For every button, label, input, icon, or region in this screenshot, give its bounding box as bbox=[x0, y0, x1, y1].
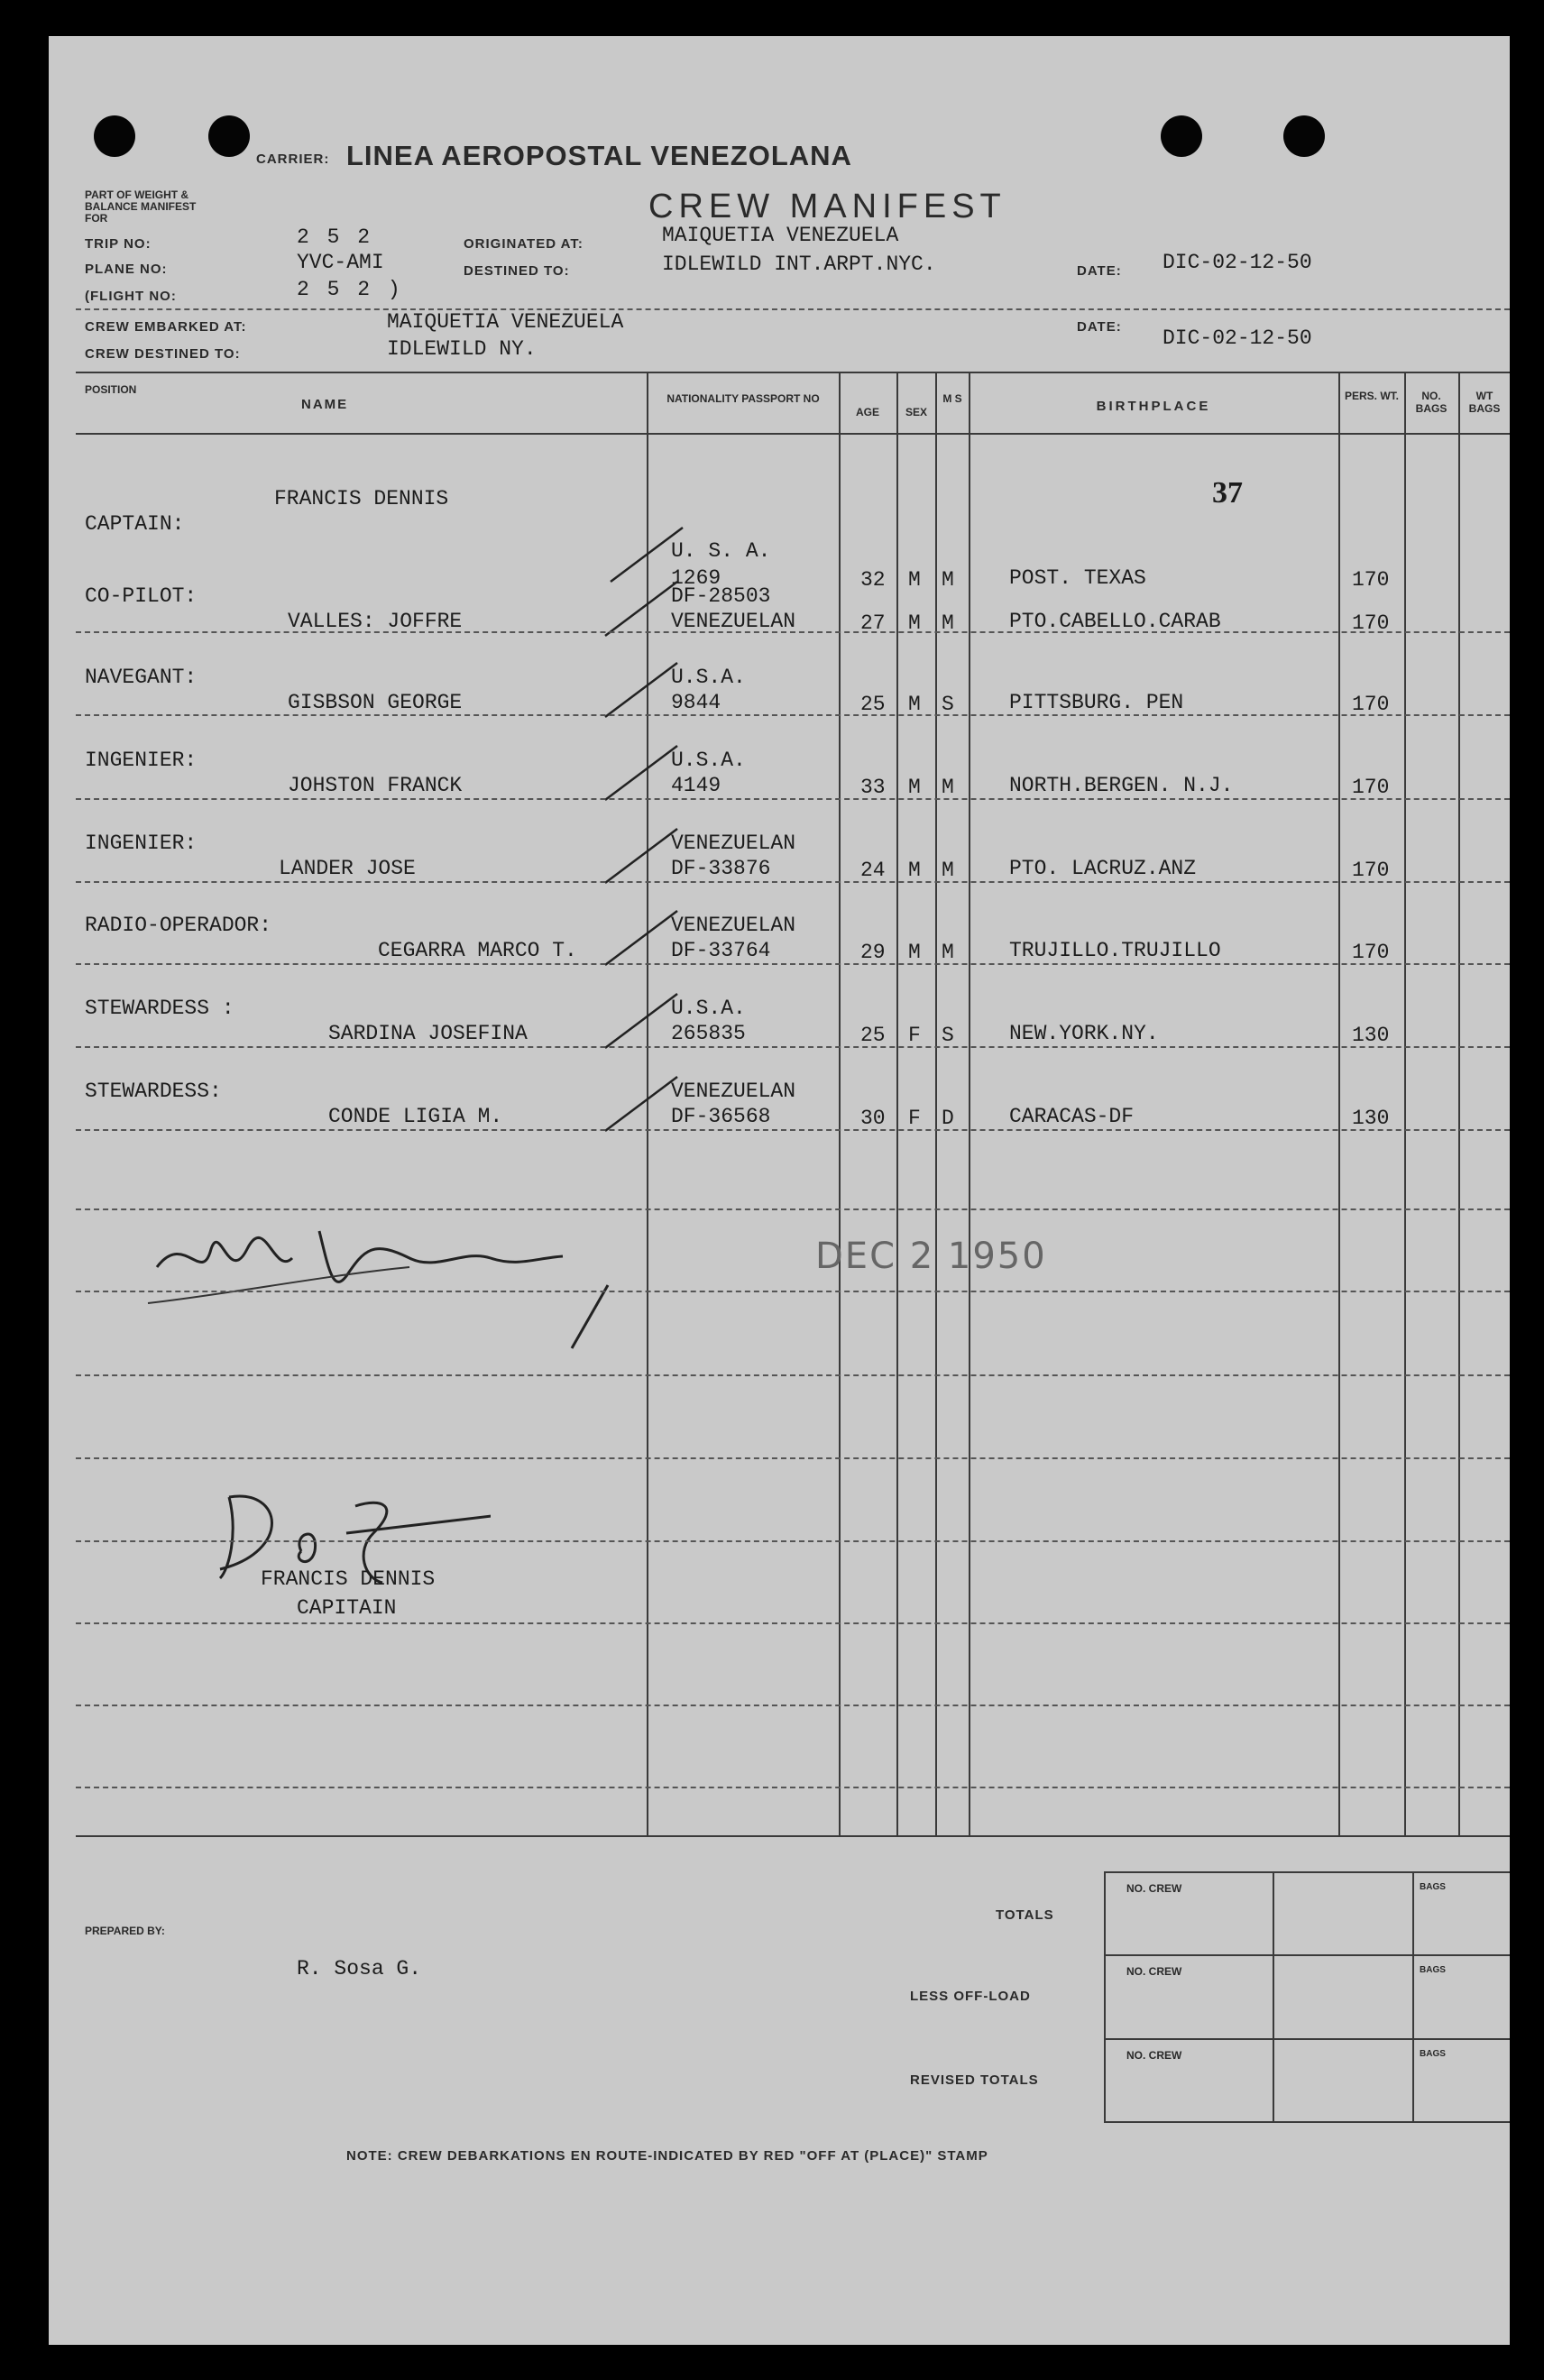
crew-birthplace: POST. TEXAS bbox=[1009, 566, 1146, 590]
crew-age: 29 bbox=[860, 941, 886, 964]
col-sex: SEX bbox=[905, 406, 927, 418]
row-divider bbox=[76, 1622, 1510, 1624]
signatory-name: FRANCIS DENNIS bbox=[261, 1567, 436, 1591]
crew-nationality: VENEZUELAN bbox=[671, 1080, 796, 1103]
handwritten-signature bbox=[139, 1195, 770, 1357]
row-divider bbox=[76, 714, 1510, 716]
crew-sex: M bbox=[908, 941, 921, 964]
crew-passport: DF-36568 bbox=[671, 1105, 771, 1128]
col-ms: M S bbox=[942, 392, 962, 405]
crew-age: 32 bbox=[860, 568, 886, 592]
crew-position: RADIO-OPERADOR: bbox=[85, 914, 272, 937]
crew-passport: 9844 bbox=[671, 691, 721, 714]
crew-passport: DF-33876 bbox=[671, 857, 771, 880]
crew-position: INGENIER: bbox=[85, 832, 198, 855]
offload-no-crew: NO. CREW bbox=[1126, 1965, 1182, 1978]
crew-age: 25 bbox=[860, 693, 886, 716]
manifest-sheet bbox=[49, 36, 1510, 2345]
crew-position: STEWARDESS : bbox=[85, 997, 234, 1020]
carrier-name: LINEA AEROPOSTAL VENEZOLANA bbox=[346, 140, 852, 171]
crew-nationality: U. S. A. bbox=[671, 539, 771, 563]
col-name: NAME bbox=[301, 397, 349, 412]
crew-birthplace: NORTH.BERGEN. N.J. bbox=[1009, 774, 1234, 797]
crew-nationality: VENEZUELAN bbox=[671, 832, 796, 855]
less-offload-label: LESS OFF-LOAD bbox=[910, 1989, 1031, 2004]
crew-marital-status: M bbox=[942, 859, 954, 882]
totals-no-crew: NO. CREW bbox=[1126, 1882, 1182, 1895]
crew-name: SARDINA JOSEFINA bbox=[328, 1022, 528, 1045]
crew-sex: M bbox=[908, 568, 921, 592]
plane-label: PLANE NO: bbox=[85, 262, 168, 277]
row-divider bbox=[76, 1208, 1510, 1210]
crew-birthplace: PITTSBURG. PEN bbox=[1009, 691, 1184, 714]
crew-weight: 170 bbox=[1352, 568, 1390, 592]
revised-no-crew: NO. CREW bbox=[1126, 2049, 1182, 2062]
plane-number: YVC-AMI bbox=[297, 251, 384, 274]
carrier-label: CARRIER: bbox=[256, 152, 330, 167]
row-divider bbox=[76, 1540, 1510, 1542]
crew-position: INGENIER: bbox=[85, 749, 198, 772]
crew-marital-status: D bbox=[942, 1107, 954, 1130]
prepared-by: R. Sosa G. bbox=[297, 1957, 422, 1980]
crew-birthplace: TRUJILLO.TRUJILLO bbox=[1009, 939, 1221, 962]
check-mark bbox=[601, 741, 682, 804]
crew-marital-status: S bbox=[942, 1024, 954, 1047]
crew-sex: F bbox=[908, 1107, 921, 1130]
crew-name: JOHSTON FRANCK bbox=[288, 774, 463, 797]
col-age: AGE bbox=[855, 406, 879, 418]
date2-value: DIC-02-12-50 bbox=[1163, 326, 1312, 350]
page-number: 37 bbox=[1212, 476, 1243, 510]
trip-label: TRIP NO: bbox=[85, 236, 152, 252]
crew-birthplace: PTO. LACRUZ.ANZ bbox=[1009, 857, 1197, 880]
crew-nationality: U.S.A. bbox=[671, 749, 746, 772]
document-title: CREW MANIFEST bbox=[648, 188, 1006, 225]
crew-weight: 170 bbox=[1352, 693, 1390, 716]
row-divider bbox=[76, 1705, 1510, 1706]
crew-passport: 1269 bbox=[671, 566, 721, 590]
crew-position: CO-PILOT: bbox=[85, 584, 198, 608]
crew-nationality: U.S.A. bbox=[671, 997, 746, 1020]
crew-nationality: DF-28503 bbox=[671, 584, 771, 608]
crew-birthplace: NEW.YORK.NY. bbox=[1009, 1022, 1159, 1045]
col-nationality: NATIONALITY PASSPORT NO bbox=[666, 392, 820, 405]
crew-sex: M bbox=[908, 693, 921, 716]
totals-bags: BAGS bbox=[1420, 1882, 1446, 1892]
crew-position: STEWARDESS: bbox=[85, 1080, 222, 1103]
crew-age: 27 bbox=[860, 611, 886, 635]
punch-hole bbox=[1161, 115, 1202, 157]
crew-passport: 4149 bbox=[671, 774, 721, 797]
crew-position: CAPTAIN: bbox=[85, 512, 185, 536]
crew-name: CEGARRA MARCO T. bbox=[378, 939, 577, 962]
date-label: DATE: bbox=[1077, 263, 1122, 279]
crew-marital-status: M bbox=[942, 941, 954, 964]
punch-hole bbox=[94, 115, 135, 157]
part-of-label: PART OF WEIGHT & BALANCE MANIFEST FOR bbox=[85, 188, 197, 225]
crew-birthplace: PTO.CABELLO.CARAB bbox=[1009, 610, 1221, 633]
crew-position: NAVEGANT: bbox=[85, 666, 198, 689]
originated-value: MAIQUETIA VENEZUELA bbox=[662, 224, 899, 247]
crew-weight: 130 bbox=[1352, 1107, 1390, 1130]
trip-number: 2 5 2 bbox=[297, 225, 373, 249]
col-no-bags: NO. BAGS bbox=[1415, 390, 1448, 415]
crew-sex: F bbox=[908, 1024, 921, 1047]
col-wt-bags: WT BAGS bbox=[1468, 390, 1501, 415]
check-mark bbox=[601, 1072, 682, 1135]
flight-number: 2 5 2 ) bbox=[297, 278, 403, 301]
revised-bags: BAGS bbox=[1420, 2049, 1446, 2059]
row-divider bbox=[76, 1046, 1510, 1048]
offload-bags: BAGS bbox=[1420, 1965, 1446, 1975]
check-mark bbox=[601, 989, 682, 1052]
col-pers-wt: PERS. WT. bbox=[1344, 390, 1399, 402]
row-divider bbox=[76, 881, 1510, 883]
punch-hole bbox=[208, 115, 250, 157]
crew-name: CONDE LIGIA M. bbox=[328, 1105, 503, 1128]
row-divider bbox=[76, 631, 1510, 633]
date2-label: DATE: bbox=[1077, 319, 1122, 335]
crew-age: 33 bbox=[860, 776, 886, 799]
crew-sex: M bbox=[908, 776, 921, 799]
crew-name: FRANCIS DENNIS bbox=[274, 487, 449, 510]
destined-label: DESTINED TO: bbox=[464, 263, 570, 279]
crew-weight: 170 bbox=[1352, 941, 1390, 964]
crew-age: 25 bbox=[860, 1024, 886, 1047]
crew-name: VALLES: JOFFRE bbox=[288, 610, 463, 633]
signatory-title: CAPITAIN bbox=[297, 1596, 397, 1620]
date-value: DIC-02-12-50 bbox=[1163, 251, 1312, 274]
crew-weight: 170 bbox=[1352, 611, 1390, 635]
crew-nationality: VENEZUELAN bbox=[671, 914, 796, 937]
originated-label: ORIGINATED AT: bbox=[464, 236, 584, 252]
row-divider bbox=[76, 963, 1510, 965]
col-position: POSITION bbox=[85, 383, 137, 396]
col-birthplace: BIRTHPLACE bbox=[1096, 399, 1211, 414]
row-divider bbox=[76, 1291, 1510, 1292]
crew-age: 24 bbox=[860, 859, 886, 882]
totals-box bbox=[1104, 1871, 1510, 2123]
check-mark bbox=[601, 906, 682, 969]
punch-hole bbox=[1283, 115, 1325, 157]
crew-marital-status: M bbox=[942, 776, 954, 799]
crew-weight: 170 bbox=[1352, 776, 1390, 799]
flight-label: (FLIGHT NO: bbox=[85, 289, 177, 304]
prepared-label: PREPARED BY: bbox=[85, 1925, 165, 1937]
row-divider bbox=[76, 798, 1510, 800]
crew-birthplace: CARACAS-DF bbox=[1009, 1105, 1135, 1128]
row-divider bbox=[76, 1129, 1510, 1131]
crew-passport: VENEZUELAN bbox=[671, 610, 796, 633]
row-divider bbox=[76, 1374, 1510, 1376]
footer-note: NOTE: CREW DEBARKATIONS EN ROUTE-INDICATED BY RED "OFF AT (PLACE)" STAMP bbox=[346, 2148, 988, 2164]
destined-value: IDLEWILD INT.ARPT.NYC. bbox=[662, 253, 936, 276]
crew-weight: 130 bbox=[1352, 1024, 1390, 1047]
totals-label: TOTALS bbox=[996, 1907, 1054, 1923]
crew-age: 30 bbox=[860, 1107, 886, 1130]
crew-passport: 265835 bbox=[671, 1022, 746, 1045]
check-mark bbox=[601, 824, 682, 887]
crew-embarked-value: MAIQUETIA VENEZUELA bbox=[387, 310, 624, 334]
crew-passport: DF-33764 bbox=[671, 939, 771, 962]
crew-nationality: U.S.A. bbox=[671, 666, 746, 689]
date-stamp: DEC 2 1950 bbox=[815, 1236, 1047, 1277]
crew-marital-status: M bbox=[942, 611, 954, 635]
crew-sex: M bbox=[908, 859, 921, 882]
crew-destined-value: IDLEWILD NY. bbox=[387, 337, 537, 361]
crew-marital-status: M bbox=[942, 568, 954, 592]
revised-totals-label: REVISED TOTALS bbox=[910, 2072, 1039, 2088]
crew-destined-label: CREW DESTINED TO: bbox=[85, 346, 241, 362]
crew-name: LANDER JOSE bbox=[279, 857, 416, 880]
row-divider bbox=[76, 1457, 1510, 1459]
crew-weight: 170 bbox=[1352, 859, 1390, 882]
crew-embarked-label: CREW EMBARKED AT: bbox=[85, 319, 247, 335]
crew-sex: M bbox=[908, 611, 921, 635]
row-divider bbox=[76, 1787, 1510, 1788]
crew-name: GISBSON GEORGE bbox=[288, 691, 463, 714]
check-mark bbox=[601, 658, 682, 721]
crew-marital-status: S bbox=[942, 693, 954, 716]
